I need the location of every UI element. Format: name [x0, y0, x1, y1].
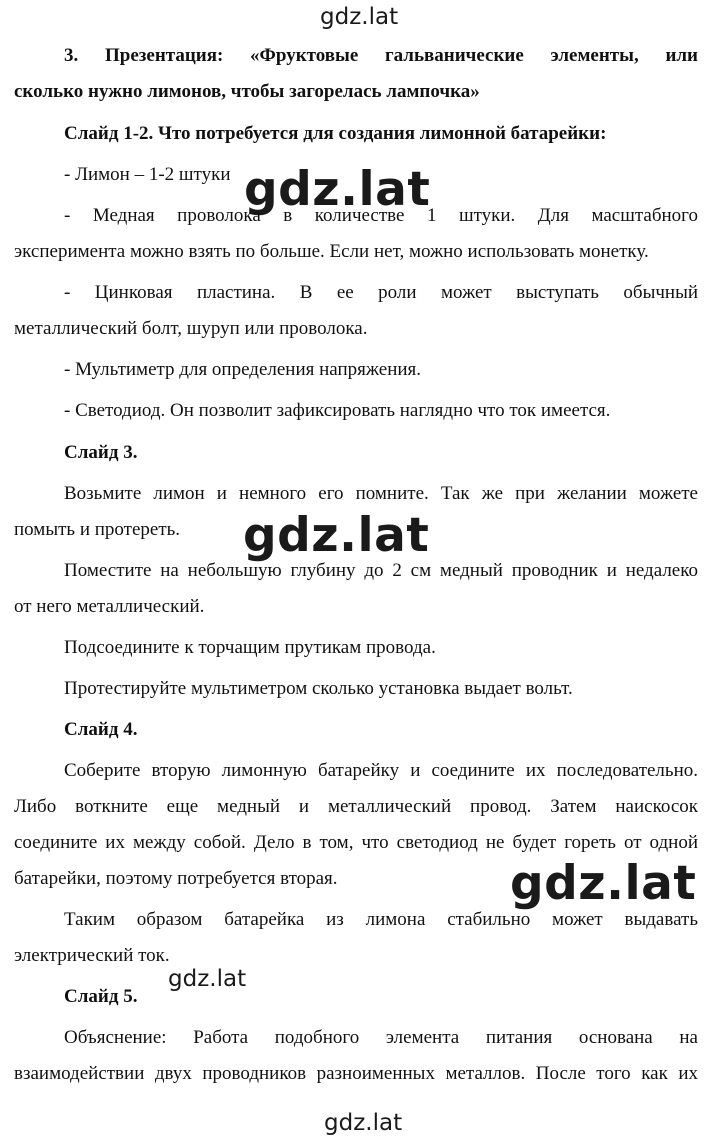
- watermark-2: gdz.lat: [243, 508, 430, 563]
- slide-3-paragraph-2-line-2: от него металлический.: [14, 596, 205, 617]
- list-item-led: - Светодиод. Он позволит зафиксировать наглядно что ток имеется.: [64, 400, 611, 421]
- slide-3-paragraph-2-line-1: Поместите на небольшую глубину до 2 см медный проводник и недалеко: [64, 560, 698, 581]
- slide-4-paragraph-2-line-1: Таким образом батарейка из лимона стабильно может выдавать: [64, 909, 698, 930]
- list-item-copper-line-1: - Медная проволока в количестве 1 штуки. Для масштабного: [64, 205, 698, 226]
- list-item-zinc-line-1: - Цинковая пластина. В ее роли может выступать обычный: [64, 282, 698, 303]
- list-item-lemon: - Лимон – 1-2 штуки: [64, 164, 231, 185]
- watermark-bottom: gdz.lat: [324, 1110, 403, 1136]
- slide-4-paragraph-1-line-1: Соберите вторую лимонную батарейку и соедините их последовательно.: [64, 760, 698, 781]
- watermark-top: gdz.lat: [320, 4, 399, 30]
- slide-5-paragraph-1-line-2: взаимодействии двух проводников разноименных металлов. После того как их: [14, 1063, 698, 1084]
- slide-3-paragraph-1-line-1: Возьмите лимон и немного его помните. Так же при желании можете: [64, 483, 698, 504]
- slide-1-2-heading: Слайд 1-2. Что потребуется для создания лимонной батарейки:: [64, 123, 607, 144]
- slide-4-paragraph-1-line-2: Либо воткните еще медный и металлический провод. Затем наискосок: [14, 796, 698, 817]
- presentation-title-line-1: 3. Презентация: «Фруктовые гальванические элементы, или: [64, 45, 698, 66]
- list-item-multimeter: - Мультиметр для определения напряжения.: [64, 359, 422, 380]
- slide-3-paragraph-3: Подсоедините к торчащим прутикам провода.: [64, 637, 436, 658]
- watermark-4: gdz.lat: [168, 966, 247, 992]
- slide-3-paragraph-1-line-2: помыть и протереть.: [14, 519, 181, 540]
- presentation-title-line-2: сколько нужно лимонов, чтобы загорелась лампочка»: [14, 81, 480, 102]
- slide-4-paragraph-1-line-3: соедините их между собой. Дело в том, что светодиод не будет гореть от одной: [14, 832, 698, 853]
- list-item-copper-line-2: эксперимента можно взять по больше. Если нет, можно использовать монетку.: [14, 241, 649, 262]
- slide-4-heading: Слайд 4.: [64, 719, 138, 740]
- watermark-1: gdz.lat: [244, 162, 431, 217]
- slide-4-paragraph-1-line-4: батарейки, поэтому потребуется вторая.: [14, 868, 338, 889]
- list-item-zinc-line-2: металлический болт, шуруп или проволока.: [14, 318, 368, 339]
- slide-5-paragraph-1-line-1: Объяснение: Работа подобного элемента питания основана на: [64, 1027, 698, 1048]
- slide-5-heading: Слайд 5.: [64, 986, 138, 1007]
- watermark-3: gdz.lat: [510, 856, 697, 911]
- slide-3-heading: Слайд 3.: [64, 442, 138, 463]
- slide-3-paragraph-4: Протестируйте мультиметром сколько установка выдает вольт.: [64, 678, 573, 699]
- slide-4-paragraph-2-line-2: электрический ток.: [14, 945, 170, 966]
